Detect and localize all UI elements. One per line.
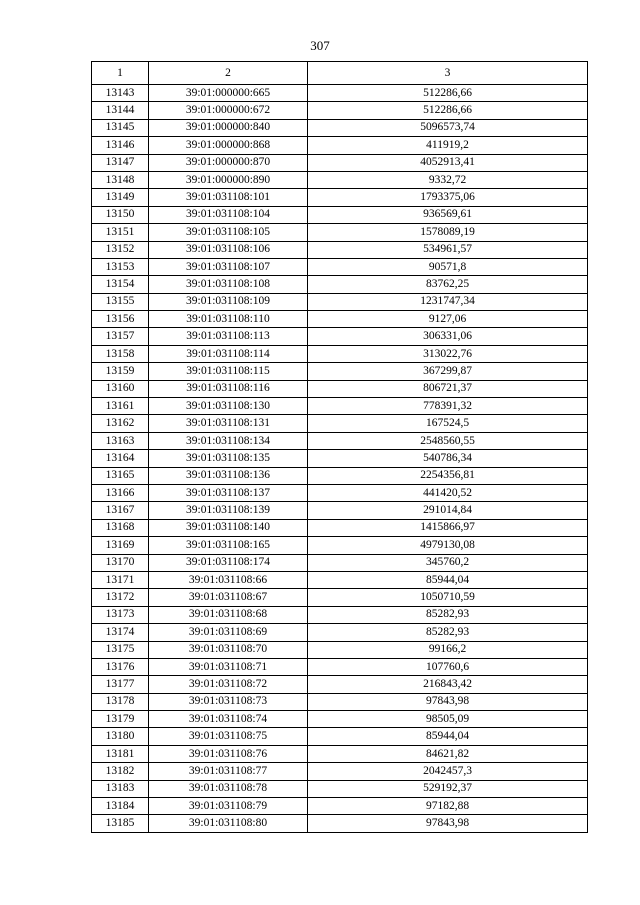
table-row bbox=[92, 154, 588, 171]
cadastral-number-cell: 39:01:031108:114 bbox=[149, 345, 308, 362]
value-cell: 85944,04 bbox=[308, 728, 588, 745]
row-number-cell: 13162 bbox=[92, 415, 149, 432]
value-cell: 512286,66 bbox=[308, 85, 588, 102]
column-header-2: 2 bbox=[149, 62, 308, 85]
table-row bbox=[92, 606, 588, 623]
cadastral-number-cell: 39:01:031108:136 bbox=[149, 467, 308, 484]
table-row bbox=[92, 363, 588, 380]
row-number-cell: 13145 bbox=[92, 119, 149, 136]
row-number-cell: 13171 bbox=[92, 571, 149, 588]
value-cell: 4052913,41 bbox=[308, 154, 588, 171]
value-cell: 2254356,81 bbox=[308, 467, 588, 484]
row-number-cell: 13147 bbox=[92, 154, 149, 171]
table-row bbox=[92, 311, 588, 328]
row-number-cell: 13174 bbox=[92, 624, 149, 641]
row-number-cell: 13155 bbox=[92, 293, 149, 310]
row-number-cell: 13146 bbox=[92, 137, 149, 154]
table-row bbox=[92, 763, 588, 780]
table-row bbox=[92, 380, 588, 397]
row-number-cell: 13180 bbox=[92, 728, 149, 745]
row-number-cell: 13156 bbox=[92, 311, 149, 328]
cadastral-number-cell: 39:01:031108:139 bbox=[149, 502, 308, 519]
value-cell: 936569,61 bbox=[308, 206, 588, 223]
value-cell: 4979130,08 bbox=[308, 537, 588, 554]
table-row bbox=[92, 171, 588, 188]
row-number-cell: 13184 bbox=[92, 798, 149, 815]
cadastral-number-cell: 39:01:031108:134 bbox=[149, 432, 308, 449]
cadastral-number-cell: 39:01:031108:73 bbox=[149, 693, 308, 710]
row-number-cell: 13165 bbox=[92, 467, 149, 484]
cadastral-number-cell: 39:01:000000:840 bbox=[149, 119, 308, 136]
value-cell: 97843,98 bbox=[308, 693, 588, 710]
cadastral-number-cell: 39:01:031108:107 bbox=[149, 258, 308, 275]
row-number-cell: 13172 bbox=[92, 589, 149, 606]
cadastral-number-cell: 39:01:031108:131 bbox=[149, 415, 308, 432]
cadastral-number-cell: 39:01:031108:106 bbox=[149, 241, 308, 258]
value-cell: 90571,8 bbox=[308, 258, 588, 275]
row-number-cell: 13158 bbox=[92, 345, 149, 362]
cadastral-number-cell: 39:01:031108:70 bbox=[149, 641, 308, 658]
table-row bbox=[92, 398, 588, 415]
table-row bbox=[92, 711, 588, 728]
value-cell: 107760,6 bbox=[308, 658, 588, 675]
cadastral-number-cell: 39:01:000000:868 bbox=[149, 137, 308, 154]
row-number-cell: 13167 bbox=[92, 502, 149, 519]
table-row bbox=[92, 432, 588, 449]
table-row bbox=[92, 728, 588, 745]
table-row bbox=[92, 85, 588, 102]
row-number-cell: 13168 bbox=[92, 519, 149, 536]
cadastral-number-cell: 39:01:031108:68 bbox=[149, 606, 308, 623]
table-row bbox=[92, 693, 588, 710]
table-header-row bbox=[92, 62, 588, 85]
cadastral-number-cell: 39:01:031108:104 bbox=[149, 206, 308, 223]
value-cell: 98505,09 bbox=[308, 711, 588, 728]
table-row bbox=[92, 137, 588, 154]
value-cell: 1231747,34 bbox=[308, 293, 588, 310]
value-cell: 529192,37 bbox=[308, 780, 588, 797]
value-cell: 85282,93 bbox=[308, 624, 588, 641]
cadastral-number-cell: 39:01:031108:174 bbox=[149, 554, 308, 571]
value-cell: 85282,93 bbox=[308, 606, 588, 623]
cadastral-number-cell: 39:01:031108:78 bbox=[149, 780, 308, 797]
table-row bbox=[92, 467, 588, 484]
value-cell: 345760,2 bbox=[308, 554, 588, 571]
value-cell: 2548560,55 bbox=[308, 432, 588, 449]
cadastral-number-cell: 39:01:031108:66 bbox=[149, 571, 308, 588]
value-cell: 778391,32 bbox=[308, 398, 588, 415]
value-cell: 291014,84 bbox=[308, 502, 588, 519]
column-header-3: 3 bbox=[308, 62, 588, 85]
value-cell: 534961,57 bbox=[308, 241, 588, 258]
cadastral-number-cell: 39:01:031108:72 bbox=[149, 676, 308, 693]
table-row bbox=[92, 276, 588, 293]
value-cell: 512286,66 bbox=[308, 102, 588, 119]
table-row bbox=[92, 415, 588, 432]
row-number-cell: 13173 bbox=[92, 606, 149, 623]
cadastral-number-cell: 39:01:031108:140 bbox=[149, 519, 308, 536]
table-row bbox=[92, 345, 588, 362]
cadastral-number-cell: 39:01:000000:665 bbox=[149, 85, 308, 102]
table-row bbox=[92, 119, 588, 136]
cadastral-number-cell: 39:01:031108:76 bbox=[149, 745, 308, 762]
table-row bbox=[92, 815, 588, 832]
row-number-cell: 13163 bbox=[92, 432, 149, 449]
cadastral-number-cell: 39:01:000000:870 bbox=[149, 154, 308, 171]
row-number-cell: 13149 bbox=[92, 189, 149, 206]
table-row bbox=[92, 206, 588, 223]
row-number-cell: 13178 bbox=[92, 693, 149, 710]
value-cell: 1578089,19 bbox=[308, 224, 588, 241]
row-number-cell: 13164 bbox=[92, 450, 149, 467]
row-number-cell: 13150 bbox=[92, 206, 149, 223]
table-row bbox=[92, 589, 588, 606]
row-number-cell: 13157 bbox=[92, 328, 149, 345]
cadastral-number-cell: 39:01:031108:115 bbox=[149, 363, 308, 380]
value-cell: 313022,76 bbox=[308, 345, 588, 362]
row-number-cell: 13166 bbox=[92, 484, 149, 501]
value-cell: 5096573,74 bbox=[308, 119, 588, 136]
cadastral-number-cell: 39:01:031108:69 bbox=[149, 624, 308, 641]
row-number-cell: 13179 bbox=[92, 711, 149, 728]
value-cell: 97182,88 bbox=[308, 798, 588, 815]
value-cell: 97843,98 bbox=[308, 815, 588, 832]
page-number: 307 bbox=[310, 38, 330, 53]
cadastral-number-cell: 39:01:000000:890 bbox=[149, 171, 308, 188]
row-number-cell: 13153 bbox=[92, 258, 149, 275]
cadastral-number-cell: 39:01:031108:101 bbox=[149, 189, 308, 206]
value-cell: 83762,25 bbox=[308, 276, 588, 293]
cadastral-number-cell: 39:01:031108:79 bbox=[149, 798, 308, 815]
value-cell: 9332,72 bbox=[308, 171, 588, 188]
table-row bbox=[92, 241, 588, 258]
table-row bbox=[92, 258, 588, 275]
value-cell: 1050710,59 bbox=[308, 589, 588, 606]
row-number-cell: 13161 bbox=[92, 398, 149, 415]
table-row bbox=[92, 189, 588, 206]
row-number-cell: 13177 bbox=[92, 676, 149, 693]
table-row bbox=[92, 641, 588, 658]
column-header-1: 1 bbox=[92, 62, 149, 85]
row-number-cell: 13160 bbox=[92, 380, 149, 397]
table-row bbox=[92, 102, 588, 119]
cadastral-number-cell: 39:01:031108:109 bbox=[149, 293, 308, 310]
value-cell: 99166,2 bbox=[308, 641, 588, 658]
row-number-cell: 13148 bbox=[92, 171, 149, 188]
row-number-cell: 13144 bbox=[92, 102, 149, 119]
table-body bbox=[92, 85, 588, 833]
cadastral-value-table bbox=[91, 61, 588, 833]
table-row bbox=[92, 537, 588, 554]
value-cell: 367299,87 bbox=[308, 363, 588, 380]
table-row bbox=[92, 571, 588, 588]
row-number-cell: 13154 bbox=[92, 276, 149, 293]
row-number-cell: 13152 bbox=[92, 241, 149, 258]
value-cell: 806721,37 bbox=[308, 380, 588, 397]
cadastral-number-cell: 39:01:031108:116 bbox=[149, 380, 308, 397]
value-cell: 1793375,06 bbox=[308, 189, 588, 206]
table-row bbox=[92, 624, 588, 641]
table-row bbox=[92, 676, 588, 693]
value-cell: 84621,82 bbox=[308, 745, 588, 762]
row-number-cell: 13185 bbox=[92, 815, 149, 832]
table-row bbox=[92, 484, 588, 501]
value-cell: 306331,06 bbox=[308, 328, 588, 345]
value-cell: 216843,42 bbox=[308, 676, 588, 693]
table-row bbox=[92, 328, 588, 345]
value-cell: 411919,2 bbox=[308, 137, 588, 154]
value-cell: 2042457,3 bbox=[308, 763, 588, 780]
cadastral-number-cell: 39:01:031108:67 bbox=[149, 589, 308, 606]
cadastral-number-cell: 39:01:031108:110 bbox=[149, 311, 308, 328]
cadastral-number-cell: 39:01:031108:77 bbox=[149, 763, 308, 780]
cadastral-number-cell: 39:01:031108:80 bbox=[149, 815, 308, 832]
cadastral-number-cell: 39:01:031108:71 bbox=[149, 658, 308, 675]
table-row bbox=[92, 554, 588, 571]
value-cell: 540786,34 bbox=[308, 450, 588, 467]
cadastral-number-cell: 39:01:031108:165 bbox=[149, 537, 308, 554]
table-row bbox=[92, 780, 588, 797]
row-number-cell: 13159 bbox=[92, 363, 149, 380]
row-number-cell: 13183 bbox=[92, 780, 149, 797]
row-number-cell: 13143 bbox=[92, 85, 149, 102]
value-cell: 1415866,97 bbox=[308, 519, 588, 536]
row-number-cell: 13169 bbox=[92, 537, 149, 554]
cadastral-number-cell: 39:01:000000:672 bbox=[149, 102, 308, 119]
row-number-cell: 13176 bbox=[92, 658, 149, 675]
value-cell: 9127,06 bbox=[308, 311, 588, 328]
table-row bbox=[92, 798, 588, 815]
row-number-cell: 13175 bbox=[92, 641, 149, 658]
value-cell: 441420,52 bbox=[308, 484, 588, 501]
row-number-cell: 13181 bbox=[92, 745, 149, 762]
table-row bbox=[92, 502, 588, 519]
table-row bbox=[92, 450, 588, 467]
value-cell: 167524,5 bbox=[308, 415, 588, 432]
table-row bbox=[92, 745, 588, 762]
cadastral-number-cell: 39:01:031108:113 bbox=[149, 328, 308, 345]
cadastral-number-cell: 39:01:031108:130 bbox=[149, 398, 308, 415]
row-number-cell: 13182 bbox=[92, 763, 149, 780]
row-number-cell: 13151 bbox=[92, 224, 149, 241]
cadastral-number-cell: 39:01:031108:135 bbox=[149, 450, 308, 467]
table-row bbox=[92, 658, 588, 675]
cadastral-number-cell: 39:01:031108:108 bbox=[149, 276, 308, 293]
cadastral-number-cell: 39:01:031108:105 bbox=[149, 224, 308, 241]
table-row bbox=[92, 519, 588, 536]
cadastral-number-cell: 39:01:031108:74 bbox=[149, 711, 308, 728]
table-row bbox=[92, 293, 588, 310]
value-cell: 85944,04 bbox=[308, 571, 588, 588]
cadastral-number-cell: 39:01:031108:75 bbox=[149, 728, 308, 745]
cadastral-number-cell: 39:01:031108:137 bbox=[149, 484, 308, 501]
table-row bbox=[92, 224, 588, 241]
row-number-cell: 13170 bbox=[92, 554, 149, 571]
